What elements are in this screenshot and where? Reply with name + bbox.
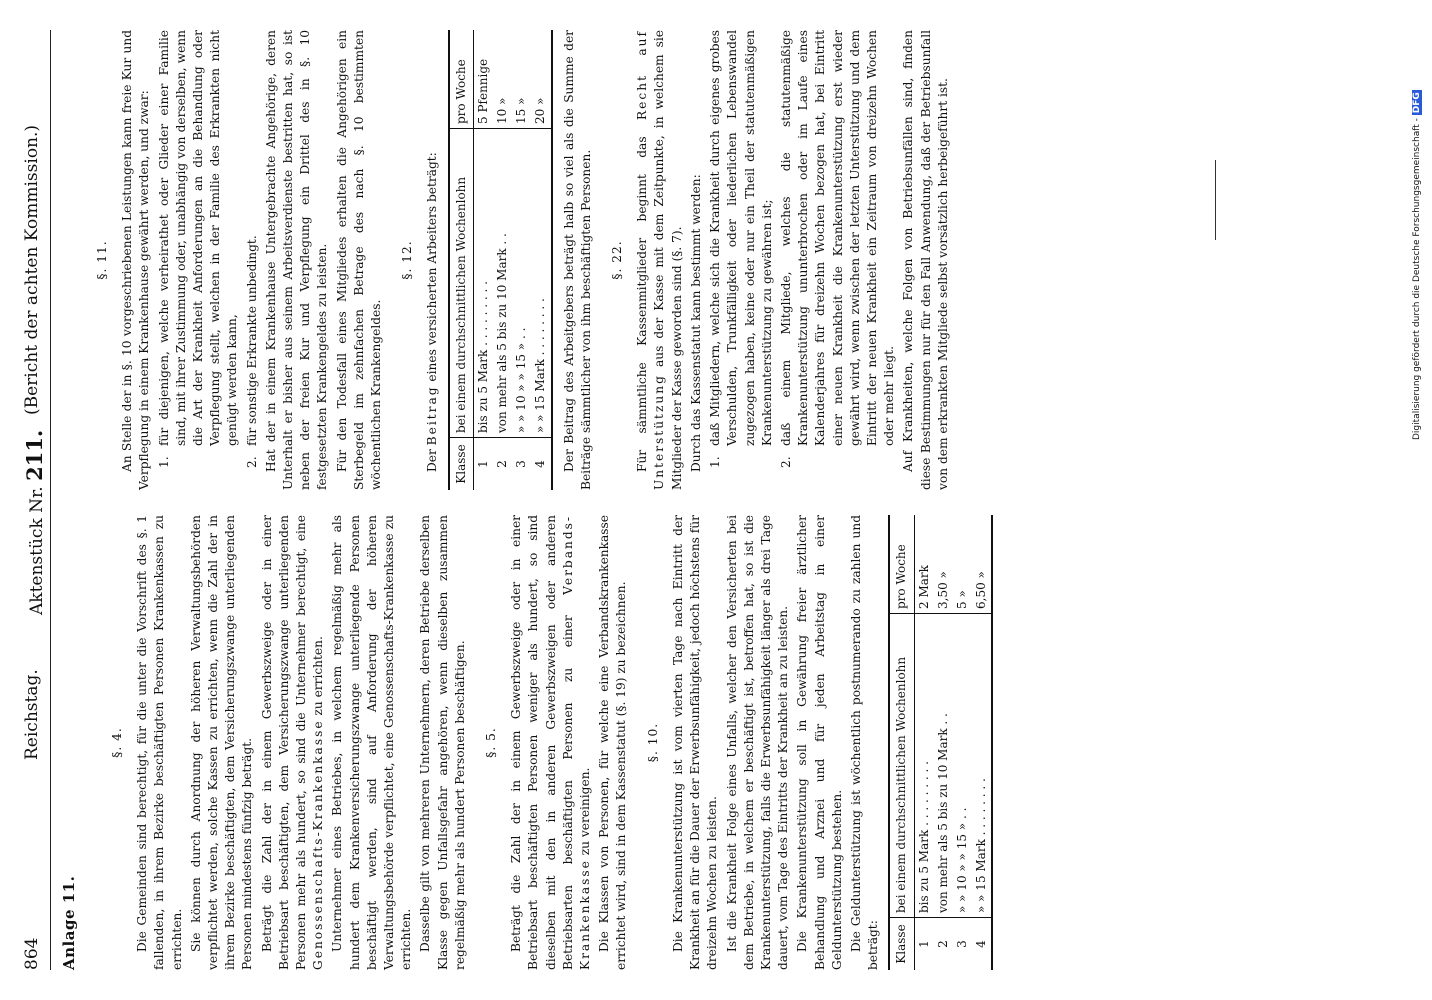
- section-10-paragraph: Die Krankenunterstützung soll in Gewährung freier ärztlicher Behandlung und Arznei und für jeden Arbeitstag in einer Geldunterstützung bestehen.: [795, 515, 844, 970]
- spaced-term: Verbands-Krankenkasse: [560, 515, 593, 970]
- section-4-heading: §. 4.: [110, 727, 124, 758]
- table-cell: von mehr als 5 bis zu 10 Mark . .: [934, 614, 953, 918]
- table-header-klasse: Klasse: [889, 918, 914, 971]
- list-number: 2.: [778, 456, 793, 468]
- table-cell: 1: [475, 460, 490, 468]
- section-10-paragraph: Die Krankenunterstützung ist vom vierten Tage nach Eintritt der Krankheit an für die Dauer der Erwerbsunfähigkeit, jedoch höchstens für dreizehn Wochen zu leisten.: [670, 515, 720, 970]
- header-reichstag: Reichstag.: [22, 669, 42, 760]
- list-number: 1.: [156, 456, 171, 468]
- table-cell: 5 »: [953, 515, 972, 614]
- section-11-paragraph: Hat der in einem Krankenhause Untergebrachte Angehörige, deren Unterhalt er bisher aus seinem Arbeitsverdienste bestritten hat, so ist neben der freien Kur und Verpflegung ein Drittel des in §. 10 festgesetzten Krankengeldes zu leisten.: [263, 30, 330, 490]
- krankengeld-table: [888, 515, 993, 970]
- left-column: [95, 515, 1001, 970]
- spaced-term: Recht auf Unterstützung: [635, 29, 667, 490]
- text-run: Für sämmtliche Kassenmitglieder beginnt das: [635, 136, 650, 472]
- section-11-heading: §. 11.: [95, 240, 109, 280]
- table-row: [512, 30, 531, 490]
- table-cell: 3,50 »: [934, 515, 953, 614]
- spaced-term: Beitrag: [425, 385, 440, 446]
- table-header-wochenlohn: bei einem durchschnittlichen Wochenlohn: [449, 129, 474, 438]
- list-item: [244, 30, 261, 490]
- closing-rule: [1215, 160, 1216, 240]
- table-cell: 2: [935, 940, 950, 948]
- right-column: [80, 30, 954, 490]
- table-row: [934, 515, 953, 970]
- section-10-paragraph: Ist die Krankheit Folge eines Unfalls, welcher den Versicherten bei dem Betriebe, in welchem er beschäftigt ist, betroffen hat, so ist die Krankenunterstützung, falls die Erwerbsunfähigkeit länger als drei Tage dauert, vom Tage des Eintritts der Krankheit an zu leisten.: [724, 515, 791, 970]
- table-row: [531, 30, 551, 490]
- table-cell: » » 15 Mark . . . . . . . .: [972, 614, 992, 918]
- table-cell: 15 »: [512, 30, 531, 129]
- table-header-pro-woche: pro Woche: [889, 515, 914, 614]
- text-run: Der: [425, 449, 440, 472]
- table-header-pro-woche: pro Woche: [449, 30, 474, 129]
- text-run: zu vereinigen.: [578, 767, 593, 856]
- table-cell: 2 Mark: [914, 515, 934, 614]
- section-4-paragraph: [259, 515, 328, 970]
- list-number: 1.: [708, 456, 723, 468]
- table-cell: 3: [514, 460, 529, 468]
- text-run: zu errichten.: [311, 636, 326, 716]
- section-4-paragraph: Sie können durch Anordnung der höheren Verwaltungsbehörden verpflichtet werden, solche Kassen zu errichten, wenn die Zahl der in ihrem Bezirke beschäftigten, dem Versicherungszwange unterliegenden Personen mindestens fünfzig beträgt.: [188, 515, 255, 970]
- table-cell: 3: [954, 940, 969, 948]
- text-run: Beträgt die Zahl der in einem Gewerbszweige oder in einer Betriebsart beschäftigten Personen weniger als hundert, so sind dieselben mit den in anderen Gewerbszweigen oder anderen Betriebsarten beschäftigten Personen zu einer: [509, 515, 575, 970]
- dfg-credit: [1412, 90, 1422, 440]
- table-cell: 5 Pfennige: [473, 30, 493, 129]
- section-5-heading: §. 5.: [484, 727, 499, 758]
- section-12-paragraph: Der Beitrag des Arbeitgebers beträgt halb so viel als die Summe der Beiträge sämmtlicher von ihm beschäftigten Personen.: [561, 30, 593, 490]
- table-cell: bis zu 5 Mark . . . . . . . . .: [914, 614, 934, 918]
- section-4-paragraph: Die Gemeinden sind berechtigt, für die unter die Vorschrift des §. 1 fallenden, in ihrem Bezirke beschäftigten Personen Krankenkassen zu errichten.: [135, 515, 184, 970]
- table-header-klasse: Klasse: [449, 438, 474, 491]
- section-4-paragraph: Unternehmer eines Betriebes, in welchem regelmäßig mehr als hundert dem Krankenversicherungszwange unterliegende Personen beschäftigt werden, sind auf Anforderung der höheren Verwaltungsbehörde verpflichtet, eine Genossenschafts-Krankenkasse zu errichten.: [330, 515, 414, 970]
- section-11-paragraph: An Stelle der in §. 10 vorgeschriebenen Leistungen kann freie Kur und Verpflegung in einem Krankenhause gewährt werden, und zwar:: [120, 30, 152, 490]
- table-cell: » » 10 » » 15 » . .: [953, 614, 972, 918]
- section-5-paragraph: [508, 515, 594, 970]
- table-cell: » » 15 Mark . . . . . . . .: [531, 129, 551, 438]
- list-item: [778, 30, 898, 490]
- header-bericht: (Bericht der achten Kommission.): [22, 124, 42, 415]
- list-item: [156, 30, 242, 490]
- table-row: [473, 30, 493, 490]
- list-item: [707, 30, 776, 490]
- list-text: daß Mitgliedern, welche sich die Krankheit durch eigenes grobes Verschulden, Trunkfälligkeit oder liederlichen Lebenswandel zugezogen haben, keine oder nur ein Theil der statutenmäßigen Krankenunterstützung zu gewähren ist;: [708, 30, 774, 446]
- list-text: für diejenigen, welche verheirathet oder Glieder einer Familie sind, mit ihrer Zustimmung oder, unabhängig von derselben, wenn die Art der Krankheit Anforderungen an die Behandlung oder Verpflegung stellt, welchen in der Familie des Erkrankten nicht genügt werden kann,: [156, 30, 240, 446]
- list-text: daß einem Mitgliede, welches die statutenmäßige Krankenunterstützung ununterbrochen oder im Laufe eines Kalenderjahres für dreizehn Wochen bezogen hat, bei Eintritt einer neuen Krankheit die Krankenunterstützung erst wieder gewährt wird, wenn zwischen der letzten Unterstützung und dem Eintritt der neuen Krankheit ein Zeitraum von dreizehn Wochen oder mehr liegt.: [778, 30, 897, 446]
- section-22-paragraph: Auf Krankheiten, welche Folgen von Betriebsunfällen sind, finden diese Bestimmungen nur für den Fall Anwendung, daß der Betriebsunfall von dem erkrankten Mitgliede selbst vorsätzlich herbeigeführt ist.: [901, 30, 950, 490]
- table-row: [953, 515, 972, 970]
- dfg-logo: DFG: [1412, 92, 1422, 114]
- page-header: [22, 30, 50, 970]
- section-22-paragraph: [634, 30, 686, 490]
- text-run: aus der Kasse mit dem Zeitpunkte, in welchem sie Mitglieder der Kasse geworden sind (§. 7).: [652, 29, 684, 490]
- section-22-heading: §. 22.: [610, 240, 625, 280]
- table-cell: bis zu 5 Mark . . . . . . . . .: [473, 129, 493, 438]
- list-number: 2.: [244, 456, 259, 468]
- table-cell: von mehr als 5 bis zu 10 Mark . .: [493, 129, 512, 438]
- table-cell: 2: [495, 460, 510, 468]
- header-aktenstueck: [22, 430, 47, 615]
- table-cell: » » 10 » » 15 » . .: [512, 129, 531, 438]
- table-row: [493, 30, 512, 490]
- section-4-paragraph: Dasselbe gilt von mehreren Unternehmern, deren Betriebe derselben Klasse gegen Unfallsgefahr angehören, wenn dieselben zusammen regelmäßig mehr als hundert Personen beschäftigen.: [418, 515, 467, 970]
- table-cell: 6,50 »: [972, 515, 992, 614]
- table-cell: 20 »: [531, 30, 551, 129]
- header-aktenstueck-number: 211.: [22, 429, 47, 481]
- table-cell: 10 »: [493, 30, 512, 129]
- list-text: für sonstige Erkrankte unbedingt.: [244, 235, 259, 446]
- section-10-paragraph: Die Geldunterstützung ist wöchentlich postnumerando zu zahlen und beträgt:: [848, 515, 881, 970]
- section-12-paragraph: [424, 30, 441, 490]
- table-cell: 4: [531, 438, 551, 491]
- section-22-paragraph: Durch das Kassenstatut kann bestimmt werden:: [688, 174, 703, 472]
- table-row: [972, 515, 992, 970]
- table-cell: 1: [916, 940, 931, 948]
- beitrag-table: [448, 30, 553, 490]
- text-run: Beträgt die Zahl der in einem Gewerbszweige oder in einer Betriebsart beschäftigten, dem Versicherungszwange unterliegenden Personen mehr als hundert, so sind die Unternehmer berechtigt, eine: [259, 515, 309, 970]
- dfg-credit-text: Digitalisierung gefördert durch die Deutsche Forschungsgemeinschaft -: [1412, 118, 1422, 440]
- header-aktenstueck-label: Aktenstück Nr.: [27, 486, 47, 615]
- table-header-wochenlohn: bei einem durchschnittlichen Wochenlohn: [889, 614, 914, 918]
- anlage-label: Anlage 11.: [60, 875, 78, 970]
- table-row: [914, 515, 934, 970]
- section-11-paragraph: Für den Todesfall eines Mitgliedes erhalten die Angehörigen ein Sterbegeld im zehnfachen Betrage des nach §. 10 bestimmten wöchentlichen Krankengeldes.: [334, 30, 384, 490]
- section-10-heading: §. 10.: [645, 722, 660, 763]
- section-12-heading: §. 12.: [400, 240, 415, 280]
- text-run: eines versicherten Arbeiters beträgt:: [425, 152, 440, 382]
- header-rule: [50, 30, 51, 970]
- section-5-paragraph: Die Klassen von Personen, für welche eine Verbandskrankenkasse errichtet wird, sind in dem Kassenstatut (§. 19) zu bezeichnen.: [597, 515, 629, 970]
- table-cell: 4: [972, 918, 992, 971]
- page-number: 864: [22, 937, 42, 970]
- spaced-term: Genossenschafts-Krankenkasse: [311, 719, 326, 970]
